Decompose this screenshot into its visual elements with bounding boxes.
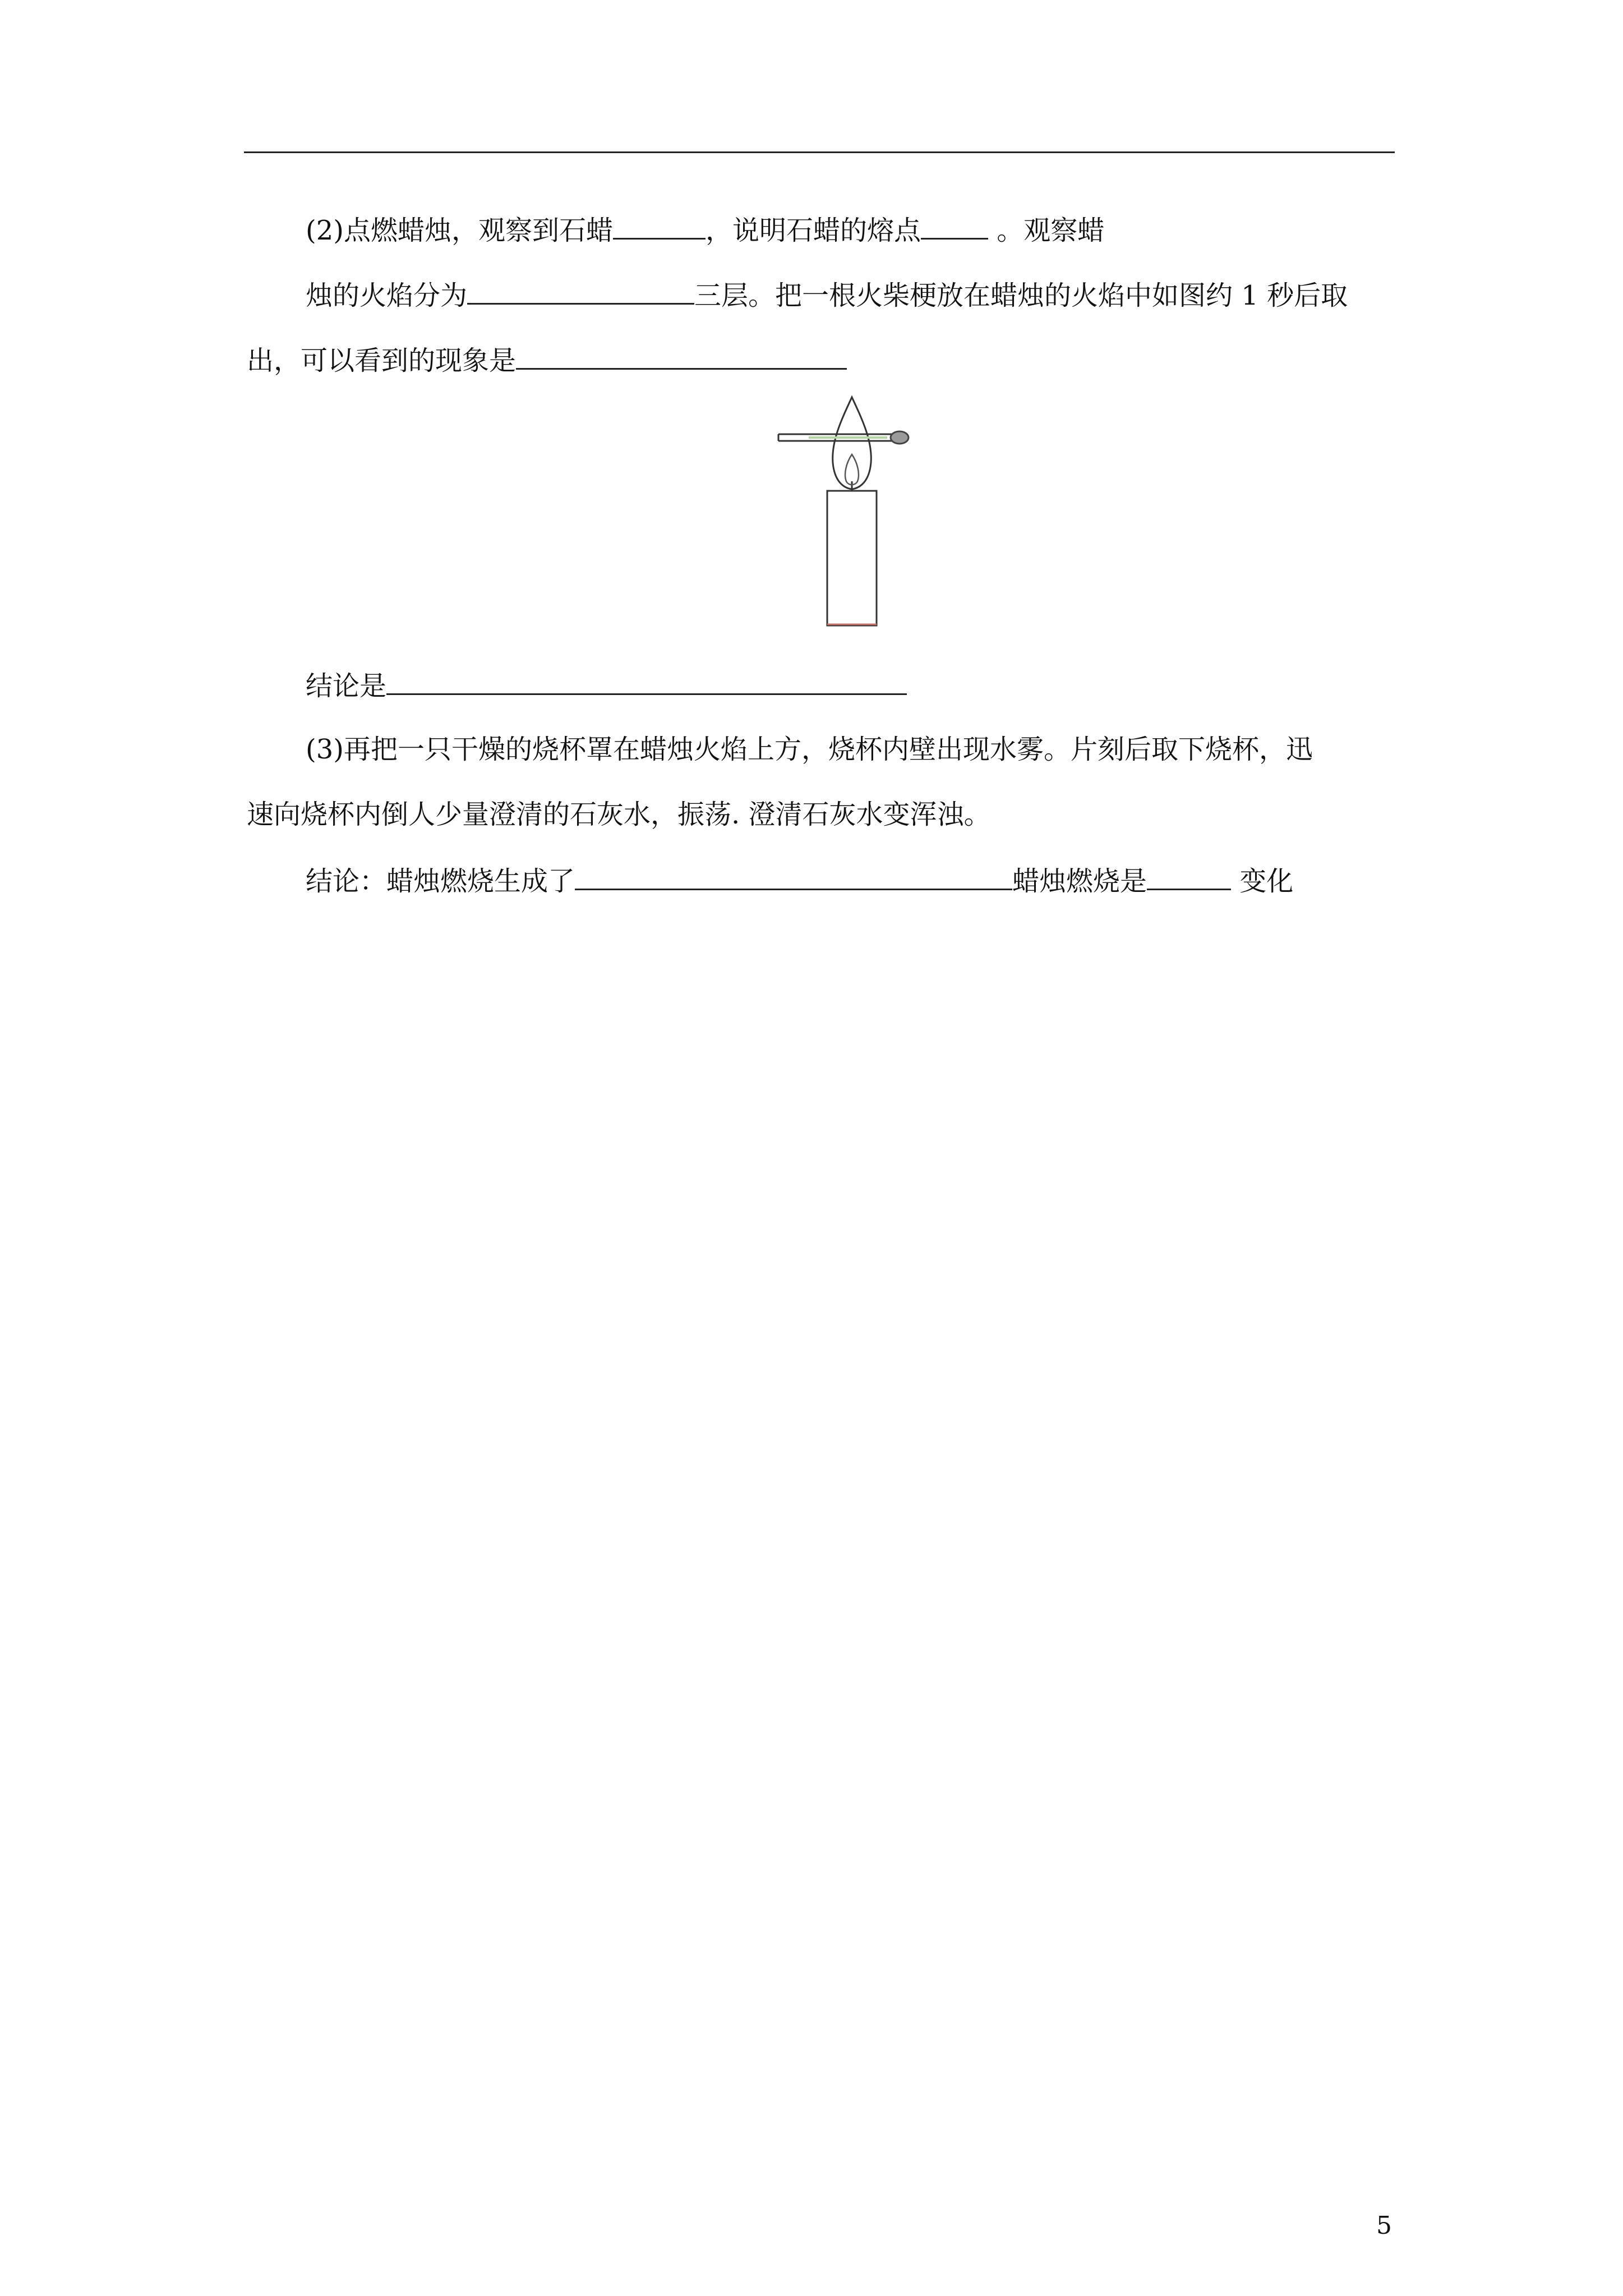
q2-line-1-text-a: (2)点燃蜡烛，观察到石蜡 xyxy=(306,215,613,246)
q3-conclusion-text-a: 结论：蜡烛燃烧生成了 xyxy=(306,866,575,897)
q3-line-1-text: (3)再把一只干燥的烧杯罩在蜡烛火焰上方，烧杯内壁出现水雾。片刻后取下烧杯，迅 xyxy=(306,734,1313,765)
blank-wax-state[interactable] xyxy=(613,212,706,240)
candle-icon xyxy=(827,481,877,625)
blank-q2-conclusion[interactable] xyxy=(386,668,907,695)
flame-icon xyxy=(833,397,872,489)
q2-line-2 xyxy=(306,277,1348,312)
page-number: 5 xyxy=(1376,2211,1392,2240)
header-rule xyxy=(244,151,1395,153)
blank-combustion-products[interactable] xyxy=(575,863,1012,890)
q2-line-3 xyxy=(247,342,847,378)
q2-line-1-text-c: 。观察蜡 xyxy=(988,215,1105,246)
q2-line-1-text-b: ，说明石蜡的熔点 xyxy=(706,215,921,246)
blank-phenomenon[interactable] xyxy=(516,342,847,370)
q2-conclusion xyxy=(306,668,907,703)
q2-line-1 xyxy=(306,212,1104,247)
q2-line-2-text-a: 烛的火焰分为 xyxy=(306,280,468,311)
q2-conclusion-label: 结论是 xyxy=(306,670,387,702)
q2-line-3-text: 出，可以看到的现象是 xyxy=(247,345,517,376)
q3-line-2 xyxy=(247,798,991,831)
q3-conclusion xyxy=(306,863,1293,898)
q3-line-2-text: 速向烧杯内倒人少量澄清的石灰水，振荡. 澄清石灰水变浑浊。 xyxy=(247,799,991,830)
match-icon xyxy=(778,431,909,444)
blank-change-type[interactable] xyxy=(1147,863,1231,890)
candle-figure xyxy=(775,393,921,628)
q3-conclusion-text-b: 蜡烛燃烧是 xyxy=(1012,866,1147,897)
q3-conclusion-text-c: 变化 xyxy=(1231,866,1294,897)
blank-melting-point[interactable] xyxy=(921,212,988,240)
q2-line-2-text-b: 三层。把一根火柴梗放在蜡烛的火焰中如图约 1 秒后取 xyxy=(694,280,1348,311)
blank-flame-layers[interactable] xyxy=(467,277,694,305)
q3-line-1 xyxy=(306,733,1313,766)
